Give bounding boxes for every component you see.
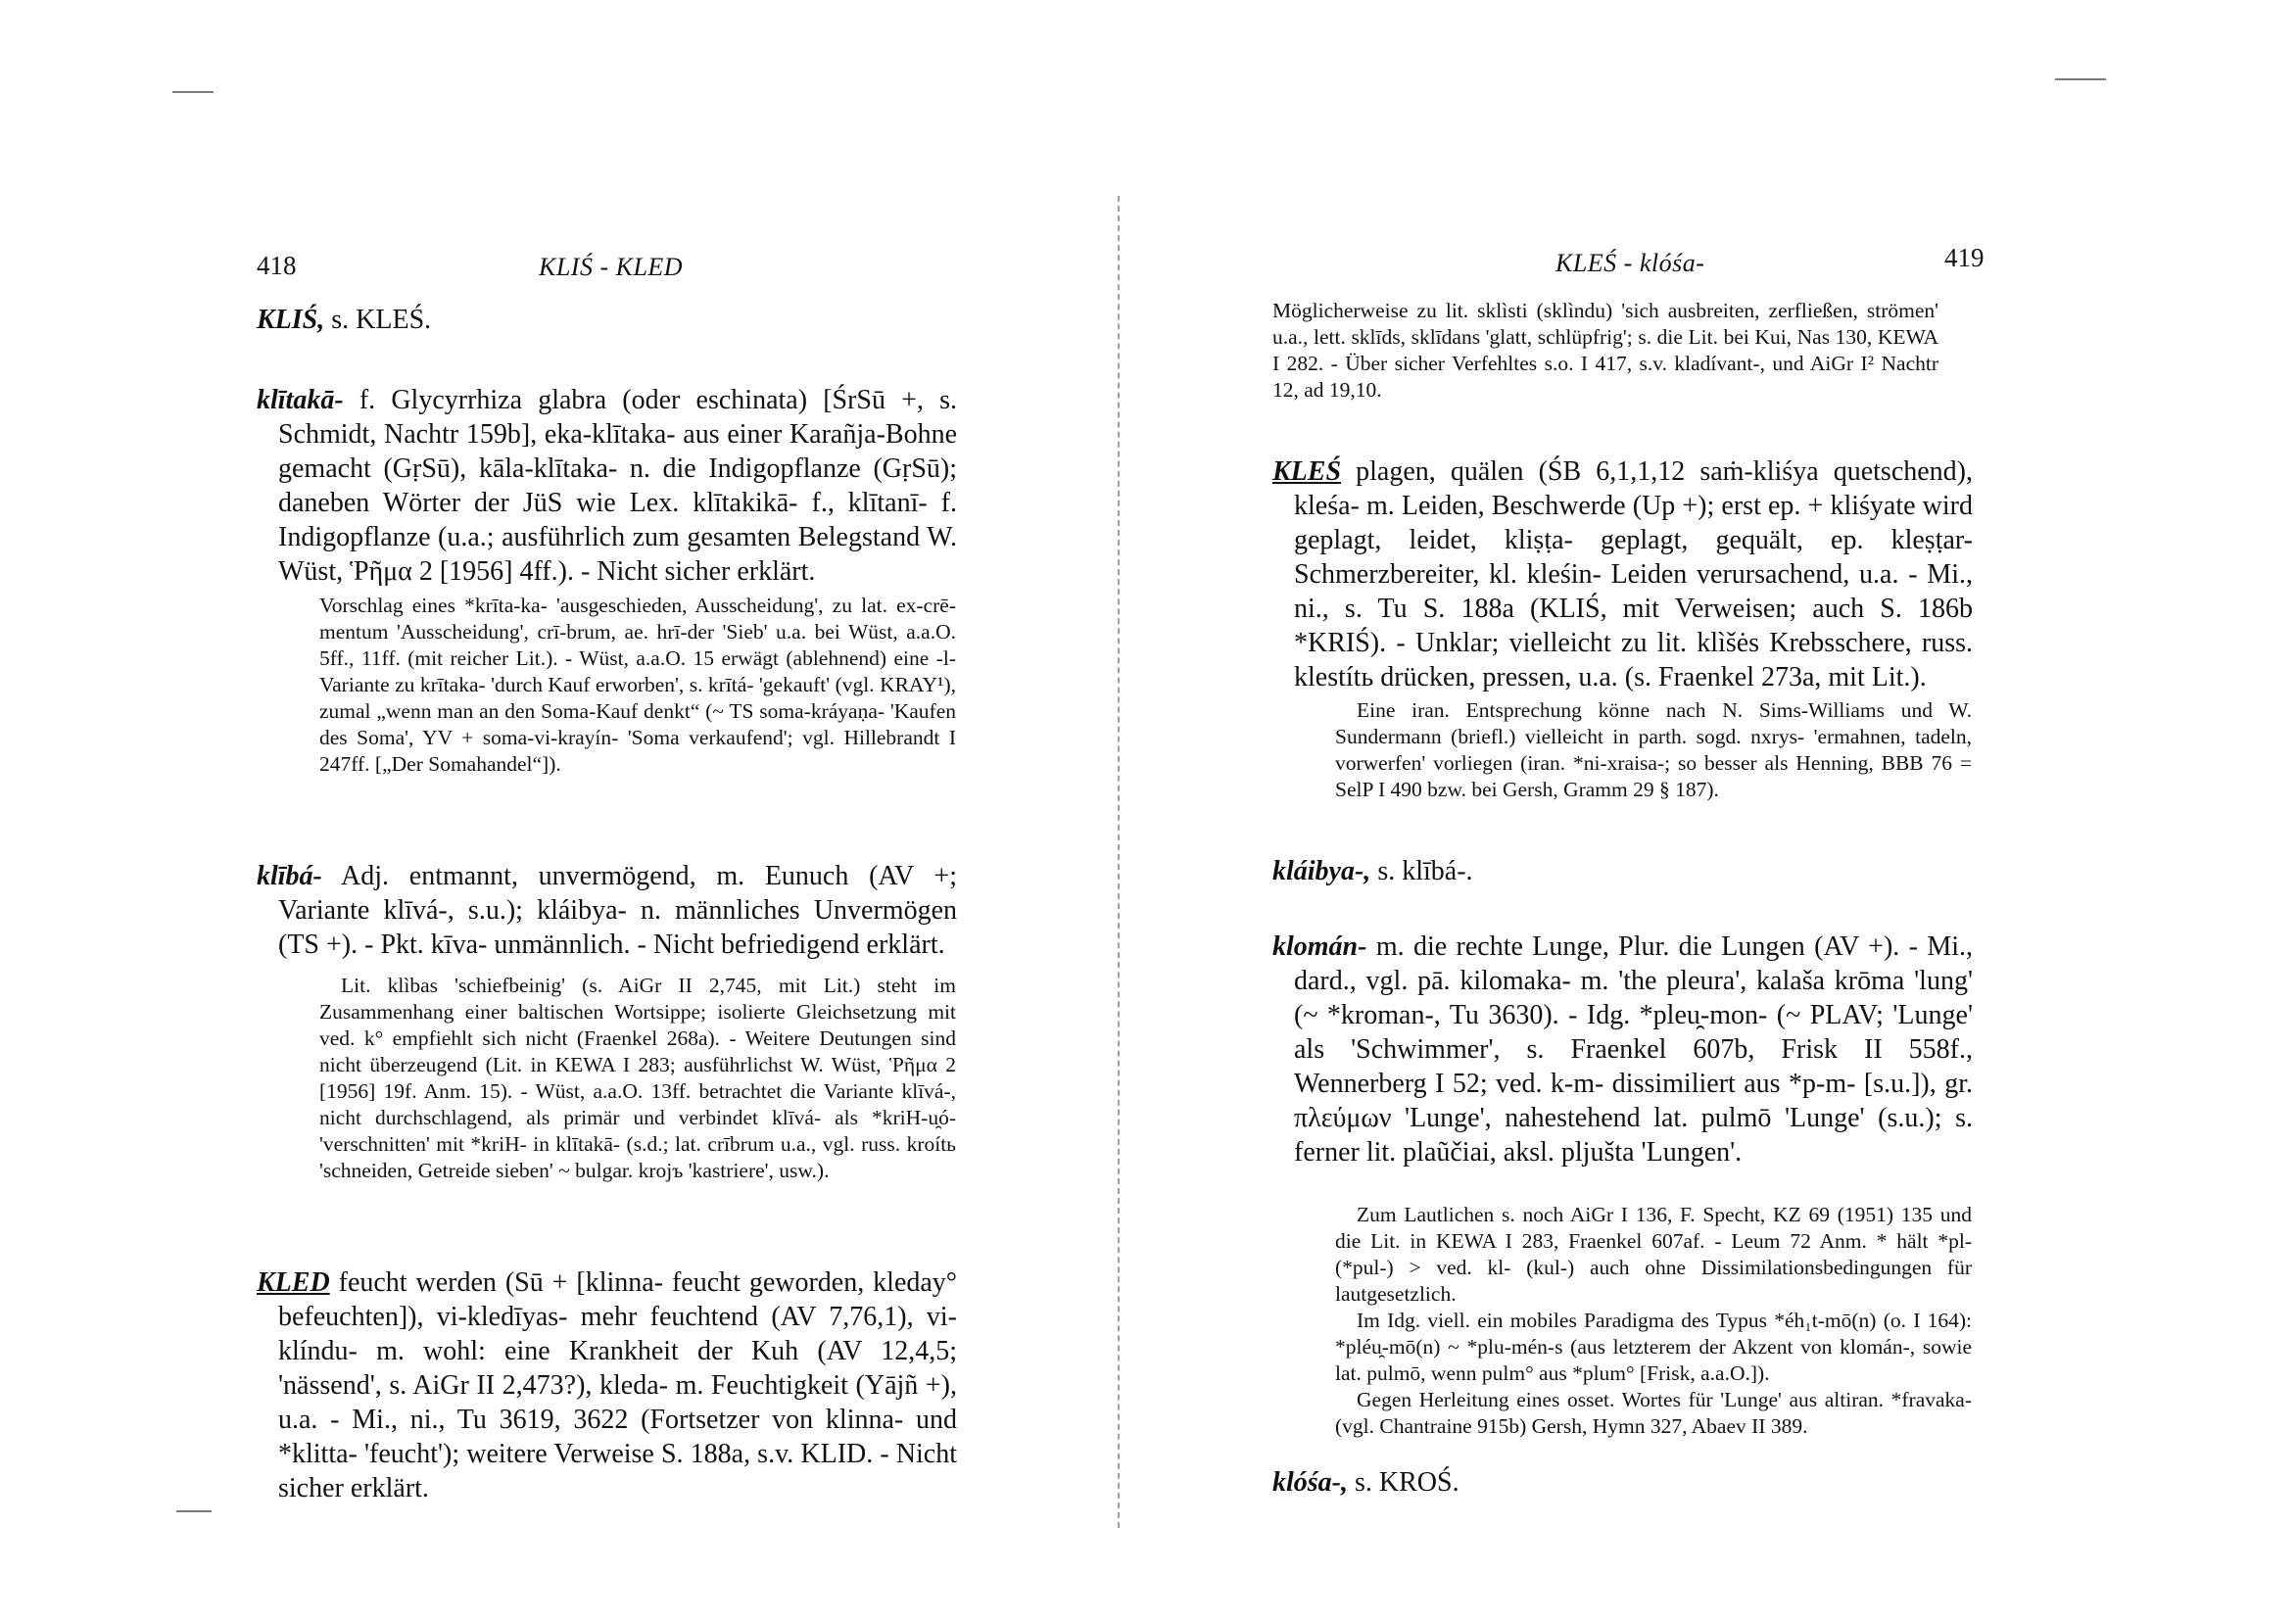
- entry-kloman: [1272, 930, 1973, 1169]
- entry-text: f. Glycyrrhiza glabra (oder eschinata) [ŚrSū +, s. Schmidt, Nachtr 159b], eka-klītaka- aus einer Karañja-Bohne gemacht (GṛSū), kāla-klītaka- n. die Indigopflanze (GṛSū); daneben Wörter der JüS wie Lex. klītakikā- f., klītanī- f. Indigopflanze (u.a.; ausführlich zum gesamten Belegstand W. Wüst, Ῥῆμα 2 [1956] 4ff.). - Nicht sicher erklärt.: [278, 385, 957, 587]
- headword: klībá-: [257, 861, 322, 891]
- headword: KLEŚ: [1272, 456, 1342, 487]
- headword: klītakā-: [257, 385, 344, 415]
- note-text: Lit. klìbas 'schiefbeinig' (s. AiGr II 2,745, mit Lit.) steht im Zusammenhang einer baltischen Wortsippe; isolierte Gleichsetzung mit ved. k° empfiehlt sich nicht (Fraenkel 268a). - Weitere Deutungen sind nicht überzeugend (Lit. in KEWA I 283; ausführlichst W. Wüst, Ῥῆμα 2 [1956] 19f. Anm. 15). - Wüst, a.a.O. 13ff. betrachtet die Variante klīvá-, nicht durchschlagend, als primär und verbindet klīvá- als *kriH-u̯ó- 'verschnitten' mit *kriH- in klītakā- (s.d.; lat. crībrum u.a., vgl. russ. kroítь 'schneiden, Getreide sieben' ~ bulgar. krojъ 'kastriere', usw.).: [319, 974, 956, 1182]
- note-klitaka: [319, 593, 956, 778]
- page-gutter: [1118, 196, 1120, 1528]
- scan-mark: [2055, 78, 2106, 80]
- entry-text: feucht werden (Sū + [klinna- feucht geworden, kleday° befeuchten]), vi-kledīyas- mehr feuchtend (AV 7,76,1), vi-klíndu- m. wohl: eine Krankheit der Kuh (AV 12,4,5; 'nässend', s. AiGr II 2,473?), kleda- m. Feuchtigkeit (Yājñ +), u.a. - Mi., ni., Tu 3619, 3622 (Fortsetzer von klinna- und *klitta- 'feucht'); weitere Verweise S. 188a, s.v. KLID. - Nicht sicher erklärt.: [278, 1267, 957, 1503]
- note-text: Gegen Herleitung eines osset. Wortes für 'Lunge' aus altiran. *fravaka- (vgl. Chantraine 915b) Gersh, Hymn 327, Abaev II 389.: [1335, 1388, 1972, 1438]
- entry-text: m. die rechte Lunge, Plur. die Lungen (AV +). - Mi., dard., vgl. pā. kilomaka- m. 'the pleura', kalaša krōma 'lung' (~ *kroman-, Tu 3630). - Idg. *pleu̯-mon- (~ PLAV; 'Lunge' als 'Schwimmer', s. Fraenkel 607b, Frisk II 558f., Wennerberg I 52; ved. k-m- dissimiliert aus *p-m- [s.u.]), gr. πλεύμων 'Lunge', nahestehend lat. pulmō 'Lunge' (s.u.); s. ferner lit. plaũčiai, aksl. pljušta 'Lungen'.: [1294, 931, 1973, 1168]
- headword: klóśa-,: [1272, 1467, 1348, 1498]
- note-kloman: [1335, 1202, 1972, 1440]
- note-text: Im Idg. viell. ein mobiles Paradigma des Typus *éh₁t-mō(n) (o. I 164): *pléu̯-mō(n) ~ *plu-mén-s (aus letzterem der Akzent von klomán-, sowie lat. pulmō, wenn pulm° aus *plum° [Frisk, a.a.O.]).: [1335, 1309, 1972, 1385]
- note-klid: [1272, 298, 1938, 404]
- entry-klitaka: [257, 383, 957, 589]
- headword: kláibya-,: [1272, 856, 1371, 886]
- entry-klis: [257, 303, 957, 337]
- headword: klomán-: [1272, 931, 1367, 962]
- entry-klosa: [1272, 1465, 1973, 1500]
- headword: KLED: [257, 1267, 330, 1298]
- note-text: Eine iran. Entsprechung könne nach N. Sims-Williams und W. Sundermann (briefl.) vielleicht in parth. sogd. nxrys- 'ermahnen, tadeln, vorwerfen' vorliegen (iran. *ni-xraisa-; so besser als Henning, BBB 76 = SelP I 490 bzw. bei Gersh, Gramm 29 § 187).: [1335, 698, 1972, 801]
- entry-kles: [1272, 454, 1973, 694]
- note-kliba: [319, 973, 956, 1184]
- headword: KLIŚ,: [257, 305, 325, 335]
- left-page: [0, 0, 1136, 1622]
- note-text: Vorschlag eines *krīta-ka- 'ausgeschieden, Ausscheidung', zu lat. ex-crē-mentum 'Ausscheidung', crī-brum, ae. hrī-der 'Sieb' u.a. bei Wüst, a.a.O. 5ff., 11ff. (mit reicher Lit.). - Wüst, a.a.O. 15 erwägt (ablehnend) eine -l-Variante zu krītaka- 'durch Kauf erworben', s. krītá- 'gekauft' (vgl. KRAY¹), zumal „wenn man an den Soma-Kauf denkt“ (~ TS soma-kráyaṇa- 'Kaufen des Soma', YV + soma-vi-krayín- 'Soma verkaufend'; vgl. Hillebrandt I 247ff. [„Der Somahandel“]).: [319, 594, 956, 776]
- right-page: [1136, 0, 2296, 1622]
- entry-text: s. KLEŚ.: [324, 305, 432, 335]
- note-text: Möglicherweise zu lit. sklìsti (sklìndu) 'sich ausbreiten, zerfließen, strömen' u.a., lett. sklīds, sklīdans 'glatt, schlüpfrig'; s. die Lit. bei Kui, Nas 130, KEWA I 282. - Über sicher Verfehltes s.o. I 417, s.v. kladívant-, und AiGr I² Nachtr 12, ad 19,10.: [1272, 299, 1938, 402]
- entry-text: plagen, quälen (ŚB 6,1,1,12 saṁ-kliśya quetschend), kleśa- m. Leiden, Beschwerde (Up +); erst ep. + kliśyate wird geplagt, leidet, kliṣṭa- geplagt, gequält, ep. kleṣṭar- Schmerzbereiter, kl. kleśin- Leiden verursachend, u.a. - Mi., ni., s. Tu S. 188a (KLIŚ, mit Verweisen; auch S. 186b *KRIŚ). - Unklar; vielleicht zu lit. klìšės Krebsschere, russ. klestítь drücken, pressen, u.a. (s. Fraenkel 273a, mit Lit.).: [1294, 456, 1973, 692]
- running-head: KLIŚ - KLED: [539, 253, 684, 281]
- page-number: 419: [1944, 243, 1985, 272]
- entry-text: s. KROŚ.: [1348, 1467, 1459, 1498]
- note-kles: [1335, 697, 1972, 803]
- entry-kliba: [257, 859, 957, 962]
- entry-klaibya: [1272, 854, 1973, 888]
- note-text: Zum Lautlichen s. noch AiGr I 136, F. Specht, KZ 69 (1951) 135 und die Lit. in KEWA I 283, Fraenkel 607af. - Leum 72 Anm. * hält *pl- (*pul-) > ved. kl- (kul-) auch ohne Dissimilationsbedingungen für lautgesetzlich.: [1335, 1203, 1972, 1306]
- scan-mark: [176, 1510, 212, 1512]
- entry-text: Adj. entmannt, unvermögend, m. Eunuch (AV +; Variante klīvá-, s.u.); kláibya- n. männliches Unvermögen (TS +). - Pkt. kīva- unmännlich. - Nicht befriedigend erklärt.: [278, 861, 957, 960]
- page-number: 418: [257, 251, 297, 280]
- running-head: KLEŚ - klóśa-: [1555, 249, 1705, 277]
- scan-mark: [172, 91, 214, 93]
- entry-kled: [257, 1265, 957, 1505]
- entry-text: s. klībá-.: [1370, 856, 1473, 886]
